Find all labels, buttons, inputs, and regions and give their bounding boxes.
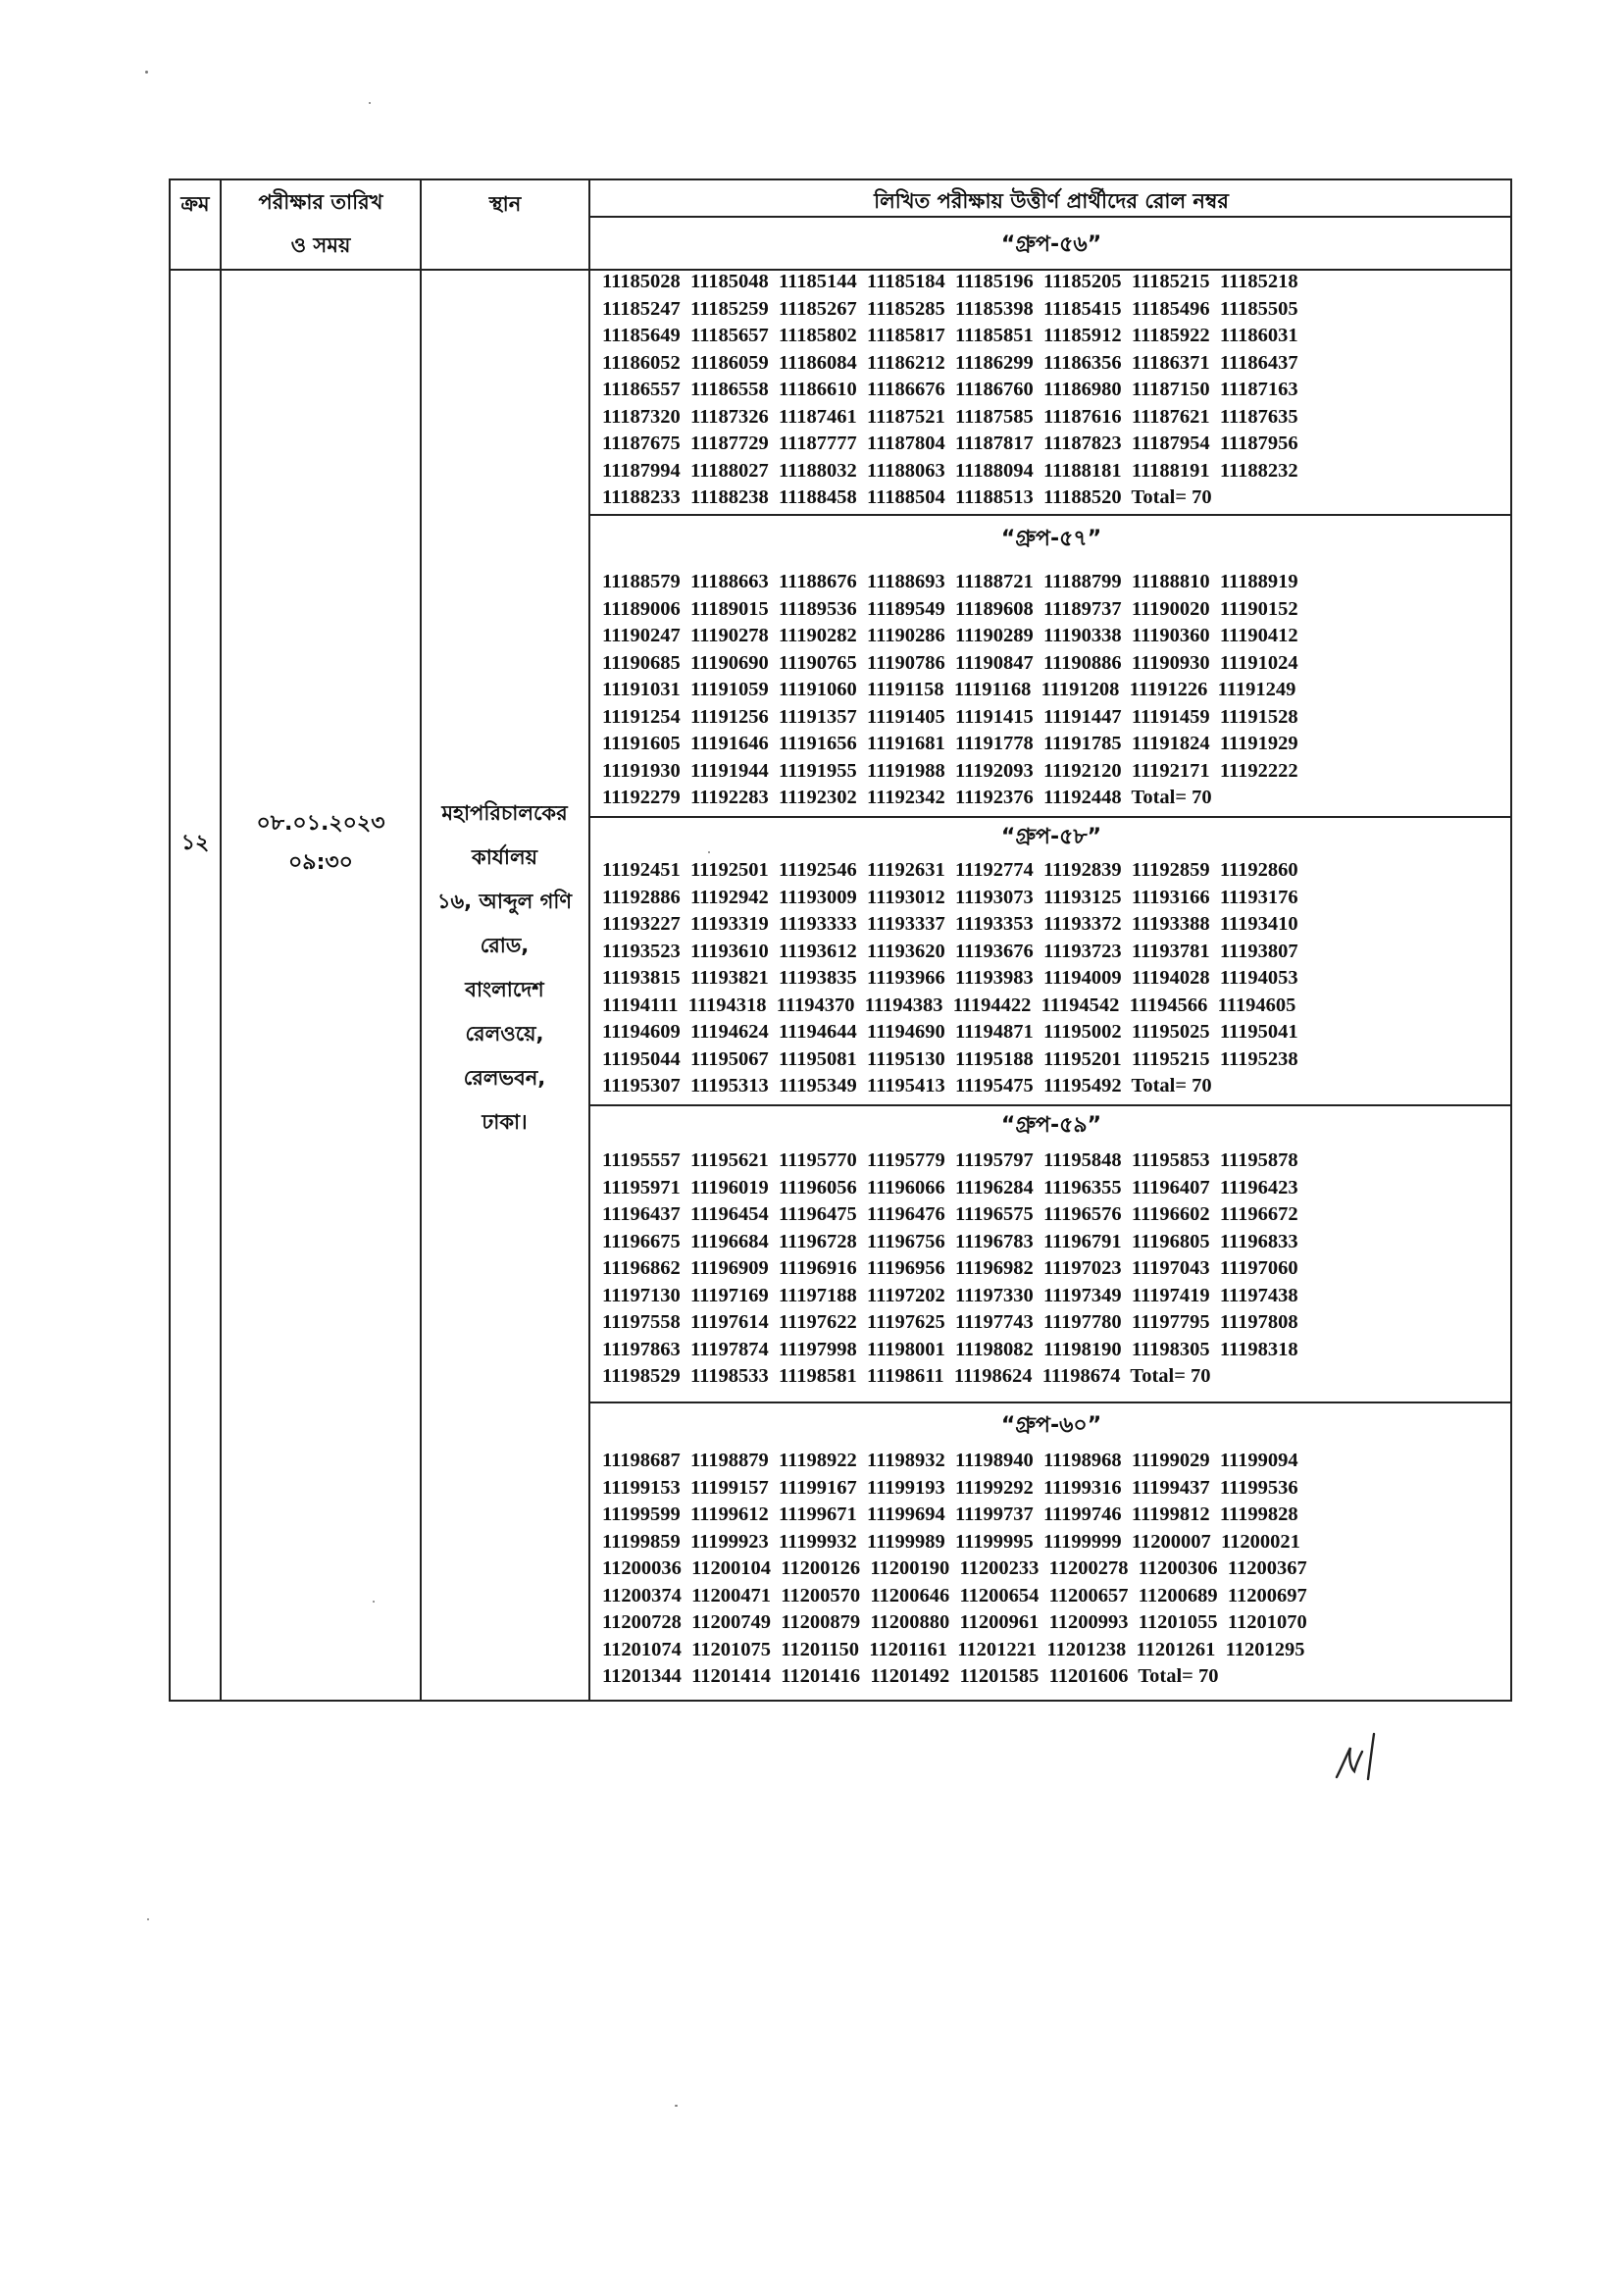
group-separator-2 — [590, 816, 1512, 818]
group-separator-4 — [590, 1402, 1512, 1403]
scan-speck — [373, 1601, 375, 1603]
venue-line: ১৬, আব্দুল গণি — [436, 890, 573, 913]
group-roll-list: 11192451 11192501 11192546 11192631 11192774 11192839 11192859 11192860 11192886 11192942 11193009 11193012 11193073 11193125 11193166 11193176 11193227 11193319 11193333 11193337 11193353 11193372 11193388 11193410 11193523 11193610 11193612 11193620 11193676 11193723 11193781 11193807 11193815 11193821 11193835 11193966 11193983 11194009 11194028 11194053 11194111 11194318 11194370 11194383 11194422 11194542 11194566 11194605 11194609 11194624 11194644 11194690 11194871 11195002 11195025 11195041 11195044 11195067 11195081 11195130 11195188 11195201 11195215 11195238 11195307 11195313 11195349 11195413 11195475 11195492 Total= 70 — [602, 859, 1298, 1096]
group-title: “গ্রুপ-৫৯” — [1000, 1113, 1102, 1138]
group-title: “গ্রুপ-৬০” — [1000, 1413, 1102, 1438]
header-venue: স্থান — [488, 192, 522, 216]
scan-speck — [147, 1918, 149, 1920]
row-serial: ১২ — [180, 831, 210, 855]
group-separator-3 — [590, 1104, 1512, 1106]
group-title: “গ্রুপ-৫৭” — [1000, 527, 1102, 551]
venue-line: মহাপরিচালকের — [441, 801, 568, 825]
table-border-bottom — [169, 1700, 1512, 1702]
group-title: “গ্রুপ-৫৬” — [1000, 232, 1102, 257]
venue-line: রেলভবন, — [463, 1066, 546, 1090]
header-roll-numbers: লিখিত পরীক্ষায় উত্তীর্ণ প্রার্থীদের রোল নম্বর — [874, 189, 1229, 213]
scan-speck — [675, 2105, 678, 2107]
table-border-top — [169, 178, 1512, 180]
venue-line: ঢাকা। — [482, 1110, 528, 1134]
group-roll-list: 11188579 11188663 11188676 11188693 11188721 11188799 11188810 11188919 11189006 11189015 11189536 11189549 11189608 11189737 11190020 11190152 11190247 11190278 11190282 11190286 11190289 11190338 11190360 11190412 11190685 11190690 11190765 11190786 11190847 11190886 11190930 11191024 11191031 11191059 11191060 11191158 11191168 11191208 11191226 11191249 11191254 11191256 11191357 11191405 11191415 11191447 11191459 11191528 11191605 11191646 11191656 11191681 11191778 11191785 11191824 11191929 11191930 11191944 11191955 11191988 11192093 11192120 11192171 11192222 11192279 11192283 11192302 11192342 11192376 11192448 Total= 70 — [602, 571, 1298, 808]
table-border-left — [169, 178, 171, 1702]
group-roll-list: 11185028 11185048 11185144 11185184 11185196 11185205 11185215 11185218 11185247 11185259 11185267 11185285 11185398 11185415 11185496 11185505 11185649 11185657 11185802 11185817 11185851 11185912 11185922 11186031 11186052 11186059 11186084 11186212 11186299 11186356 11186371 11186437 11186557 11186558 11186610 11186676 11186760 11186980 11187150 11187163 11187320 11187326 11187461 11187521 11187585 11187616 11187621 11187635 11187675 11187729 11187777 11187804 11187817 11187823 11187954 11187956 11187994 11188027 11188032 11188063 11188094 11188181 11188191 11188232 11188233 11188238 11188458 11188504 11188513 11188520 Total= 70 — [602, 271, 1298, 508]
table-border-right — [1510, 178, 1512, 1702]
group-roll-list: 11195557 11195621 11195770 11195779 11195797 11195848 11195853 11195878 11195971 11196019 11196056 11196066 11196284 11196355 11196407 11196423 11196437 11196454 11196475 11196476 11196575 11196576 11196602 11196672 11196675 11196684 11196728 11196756 11196783 11196791 11196805 11196833 11196862 11196909 11196916 11196956 11196982 11197023 11197043 11197060 11197130 11197169 11197188 11197202 11197330 11197349 11197419 11197438 11197558 11197614 11197622 11197625 11197743 11197780 11197795 11197808 11197863 11197874 11197998 11198001 11198082 11198190 11198305 11198318 11198529 11198533 11198581 11198611 11198624 11198674 Total= 70 — [602, 1149, 1298, 1387]
scan-speck — [708, 851, 710, 853]
scan-speck — [369, 102, 371, 104]
group-title: “গ্রুপ-৫৮” — [1000, 825, 1102, 849]
exam-date: ০৮.০১.২০২৩ — [256, 811, 385, 836]
header-serial: ক্রম — [180, 192, 210, 216]
venue-address — [419, 791, 590, 1145]
venue-line: রেলওয়ে, — [465, 1022, 544, 1045]
header-date-time-line1: পরীক্ষার তারিখ — [258, 190, 383, 214]
header-date-time-line2: ও সময় — [290, 233, 351, 257]
venue-line: কার্যালয় — [472, 845, 537, 869]
group-roll-list: 11198687 11198879 11198922 11198932 11198940 11198968 11199029 11199094 11199153 11199157 11199167 11199193 11199292 11199316 11199437 11199536 11199599 11199612 11199671 11199694 11199737 11199746 11199812 11199828 11199859 11199923 11199932 11199989 11199995 11199999 11200007 11200021 11200036 11200104 11200126 11200190 11200233 11200278 11200306 11200367 11200374 11200471 11200570 11200646 11200654 11200657 11200689 11200697 11200728 11200749 11200879 11200880 11200961 11200993 11201055 11201070 11201074 11201075 11201150 11201161 11201221 11201238 11201261 11201295 11201344 11201414 11201416 11201492 11201585 11201606 Total= 70 — [602, 1450, 1307, 1687]
scan-speck — [145, 71, 148, 74]
venue-line: রোড, — [480, 934, 530, 957]
exam-time: ০৯:৩০ — [288, 850, 353, 875]
venue-line: বাংলাদেশ — [465, 978, 544, 1001]
group-separator-1 — [590, 514, 1512, 516]
result-table — [169, 178, 1512, 1702]
col-divider-1 — [220, 178, 222, 1702]
handwritten-initials — [1329, 1726, 1388, 1785]
